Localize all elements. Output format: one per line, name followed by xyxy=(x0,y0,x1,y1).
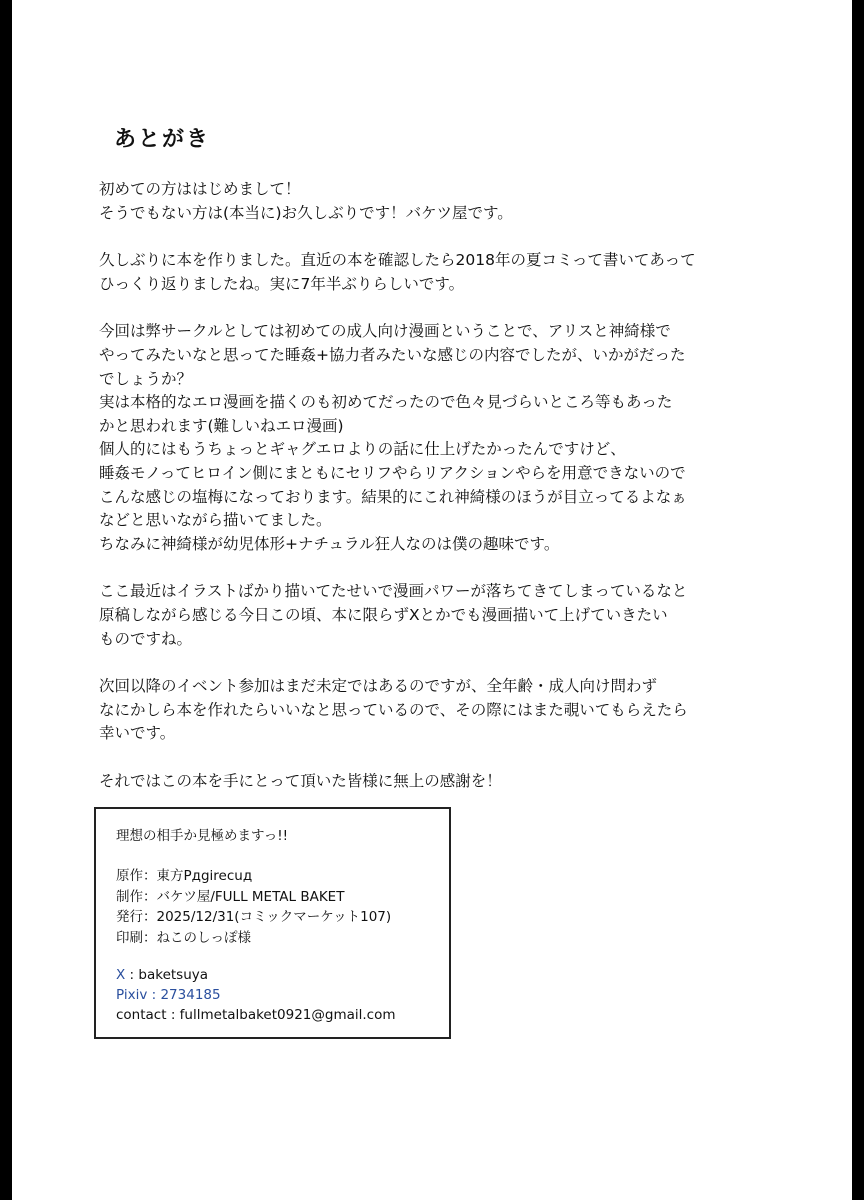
text-line: 今回は弊サークルとしては初めての成人向け漫画ということで、アリスと神綺様で xyxy=(99,322,671,341)
text-line: 久しぶりに本を作りました。直近の本を確認したら2018年の夏コミって書いてあって xyxy=(99,251,696,270)
book-title: 理想の相手か見極めますっ!! xyxy=(116,828,289,844)
afterword-body xyxy=(99,178,839,817)
link-contact-label: contact xyxy=(116,1007,167,1023)
text-line: ひっくり返りましたね。実に7年半ぶりらしいです。 xyxy=(99,274,465,293)
paragraph-thanks xyxy=(99,770,839,794)
afterword-page xyxy=(12,0,852,1200)
text-line: それではこの本を手にとって頂いた皆様に無上の感謝を！ xyxy=(99,771,502,790)
separator: : xyxy=(147,987,161,1003)
paragraph-content xyxy=(99,320,839,556)
text-line: 睡姦モノってヒロイン側にまともにセリフやらリアクションやらを用意できないので xyxy=(99,463,686,482)
credits-list xyxy=(116,866,391,948)
text-line: かと思われます(難しいねエロ漫画) xyxy=(99,416,344,435)
text-line: やってみたいなと思ってた睡姦+協力者みたいな感じの内容でしたが、いかがだった xyxy=(99,345,686,364)
link-pixiv[interactable] xyxy=(116,985,396,1005)
link-pixiv-value: 2734185 xyxy=(160,987,221,1003)
text-line: ここ最近はイラストばかり描いてたせいで漫画パワーが落ちてきてしまっているなと xyxy=(99,582,688,601)
paragraph-greeting xyxy=(99,178,839,225)
credit-printing: 印刷：ねこのしっぽ様 xyxy=(116,929,251,946)
contact-links xyxy=(116,965,396,1025)
text-line: 実は本格的なエロ漫画を描くのも初めてだったので色々見づらいところ等もあった xyxy=(99,393,673,412)
text-line: こんな感じの塩梅になっております。結果的にこれ神綺様のほうが目立ってるよなぁ xyxy=(99,487,687,506)
credit-original: 原作：東方Pдgirecuд xyxy=(116,868,253,884)
colophon-box xyxy=(94,807,451,1039)
link-contact[interactable] xyxy=(116,1005,396,1025)
text-line: 原稿しながら感じる今日この頃、本に限らずXとかでも漫画描いて上げていきたい xyxy=(99,605,668,624)
text-line: なにかしら本を作れたらいいなと思っているので、その際にはまた覗いてもらえたら xyxy=(99,700,688,719)
text-line: でしょうか？ xyxy=(99,369,193,388)
link-x[interactable] xyxy=(116,965,396,985)
paragraph-next-event xyxy=(99,675,839,746)
paragraph-return xyxy=(99,249,839,296)
link-pixiv-label: Pixiv xyxy=(116,987,148,1003)
link-contact-value: fullmetalbaket0921@gmail.com xyxy=(179,1007,396,1023)
link-x-label: X xyxy=(116,967,126,983)
afterword-heading: あとがき xyxy=(114,127,211,152)
credit-published: 発行：2025/12/31(コミックマーケット107) xyxy=(116,909,392,925)
paragraph-recent xyxy=(99,580,839,651)
credit-production: 制作：バケツ屋/FULL METAL BAKET xyxy=(116,888,345,905)
separator: : xyxy=(166,1007,180,1023)
separator: : xyxy=(125,967,139,983)
text-line: 幸いです。 xyxy=(99,724,176,743)
text-line: ものですね。 xyxy=(99,629,193,648)
text-line: 次回以降のイベント参加はまだ未定ではあるのですが、全年齢・成人向け問わず xyxy=(99,677,658,696)
text-line: そうでもない方は(本当に)お久しぶりです！バケツ屋です。 xyxy=(99,203,513,222)
text-line: 個人的にはもうちょっとギャグエロよりの話に仕上げたかったんですけど、 xyxy=(99,440,626,459)
text-line: 初めての方ははじめまして！ xyxy=(99,180,301,198)
link-x-value: baketsuya xyxy=(138,967,209,983)
text-line: ちなみに神綺様が幼児体形+ナチュラル狂人なのは僕の趣味です。 xyxy=(99,534,560,553)
text-line: などと思いながら描いてました。 xyxy=(99,511,332,530)
